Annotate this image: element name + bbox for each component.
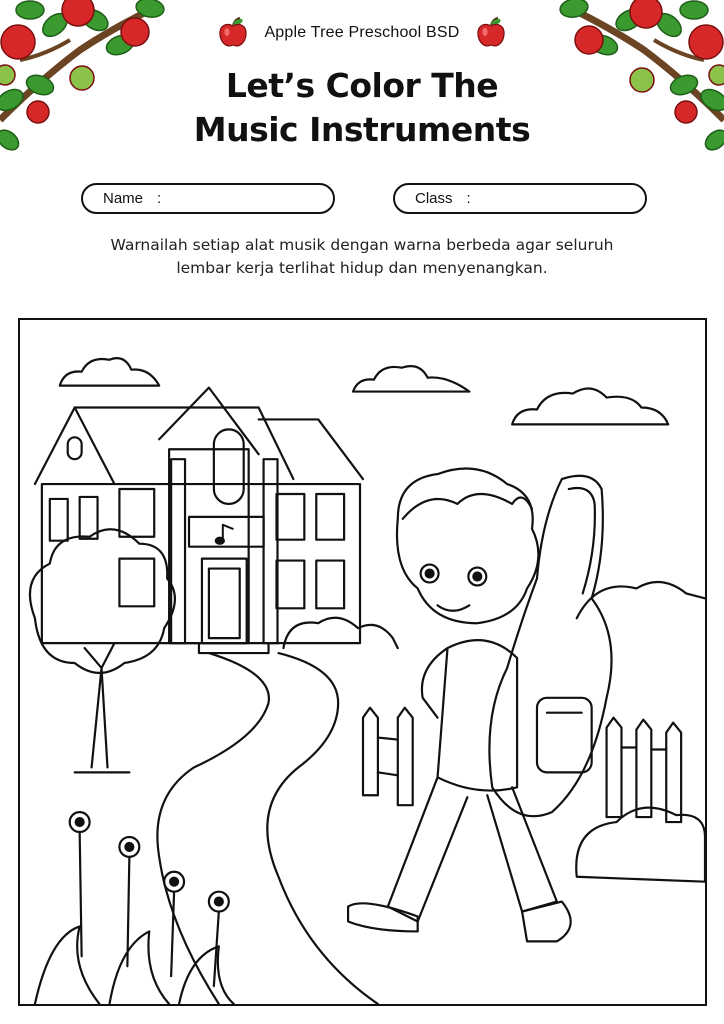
name-colon: :: [157, 190, 162, 207]
cloud-middle: [353, 366, 469, 391]
instructions-text: [60, 234, 664, 280]
school-header: [0, 16, 724, 50]
coloring-scene: [20, 320, 705, 1004]
apple-icon: [474, 16, 508, 50]
class-field[interactable]: [393, 183, 647, 214]
name-label: Name: [103, 190, 144, 207]
fence: [363, 708, 681, 822]
school-name: Apple Tree Preschool BSD: [264, 24, 460, 41]
name-field[interactable]: [81, 183, 335, 214]
title-line-1: Let’s Color The: [225, 66, 499, 105]
winding-path: [157, 653, 378, 1004]
flowers: [35, 812, 234, 1004]
bushes: [283, 582, 705, 882]
school-building: [35, 388, 363, 653]
cloud-left: [60, 358, 159, 385]
instructions-line-2: lembar kerja terlihat hidup dan menyenangkan.: [176, 259, 548, 277]
class-label: Class: [415, 190, 453, 207]
page-title: [0, 64, 724, 152]
instructions-line-1: Warnailah setiap alat musik dengan warna berbeda agar seluruh: [110, 236, 614, 254]
coloring-picture-frame: [18, 318, 707, 1006]
title-line-2: Music Instruments: [193, 110, 531, 149]
cloud-right: [512, 388, 668, 424]
apple-icon: [216, 16, 250, 50]
class-colon: :: [466, 190, 471, 207]
guitar-case: [489, 476, 611, 816]
